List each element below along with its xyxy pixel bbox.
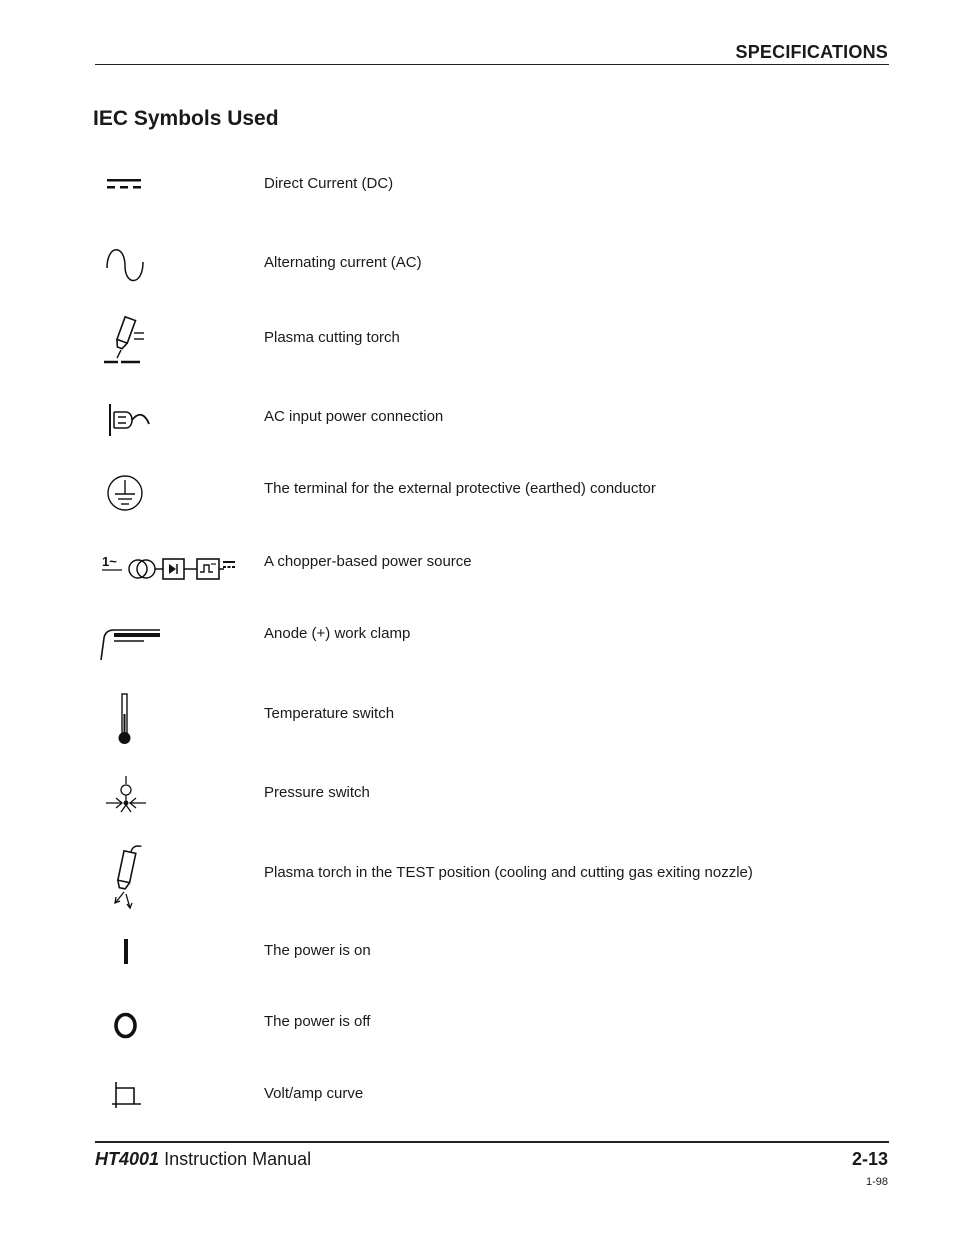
work-clamp-icon <box>96 622 166 662</box>
symbol-description: The power is on <box>264 942 371 959</box>
symbol-description: Plasma torch in the TEST position (cooling and cutting gas exiting nozzle) <box>264 864 753 881</box>
volt-amp-curve-icon <box>96 1080 156 1110</box>
symbol-description: Direct Current (DC) <box>264 175 394 192</box>
page-number: 2-13 <box>851 1149 888 1169</box>
pressure-switch-icon <box>96 776 156 814</box>
torch-test-position-icon <box>96 842 156 912</box>
symbol-description: The power is off <box>264 1013 371 1030</box>
temperature-switch-icon <box>96 692 156 746</box>
symbol-description: The terminal for the external protective (earthed) conductor <box>264 480 656 497</box>
footer-manual-title <box>95 1149 311 1170</box>
symbol-description: AC input power connection <box>264 408 444 425</box>
symbol-description: Volt/amp curve <box>264 1085 364 1102</box>
header-section-title: SPECIFICATIONS <box>735 42 888 62</box>
footer-rule <box>95 1141 889 1143</box>
chopper-power-source-icon <box>96 551 246 585</box>
symbol-description: Temperature switch <box>264 705 395 722</box>
footer-manual: Instruction Manual <box>164 1149 312 1169</box>
plasma-cutting-torch-icon <box>96 316 156 368</box>
alternating-current-icon <box>96 248 156 284</box>
symbol-description: Pressure switch <box>264 784 370 801</box>
protective-earth-icon <box>96 474 156 514</box>
page-title: IEC Symbols Used <box>93 107 279 130</box>
ac-input-power-icon <box>96 400 156 440</box>
power-on-icon <box>96 938 156 968</box>
chopper-label: 1~ <box>102 554 117 569</box>
symbol-description: Plasma cutting torch <box>264 329 400 346</box>
header-rule <box>95 64 889 65</box>
symbol-description: A chopper-based power source <box>264 553 472 570</box>
footer-model: HT4001 <box>95 1149 160 1169</box>
symbol-description: Alternating current (AC) <box>264 254 422 271</box>
power-off-icon <box>96 1010 156 1042</box>
date-code: 1-98 <box>865 1176 888 1188</box>
direct-current-icon <box>96 176 156 196</box>
symbol-description: Anode (+) work clamp <box>264 625 411 642</box>
